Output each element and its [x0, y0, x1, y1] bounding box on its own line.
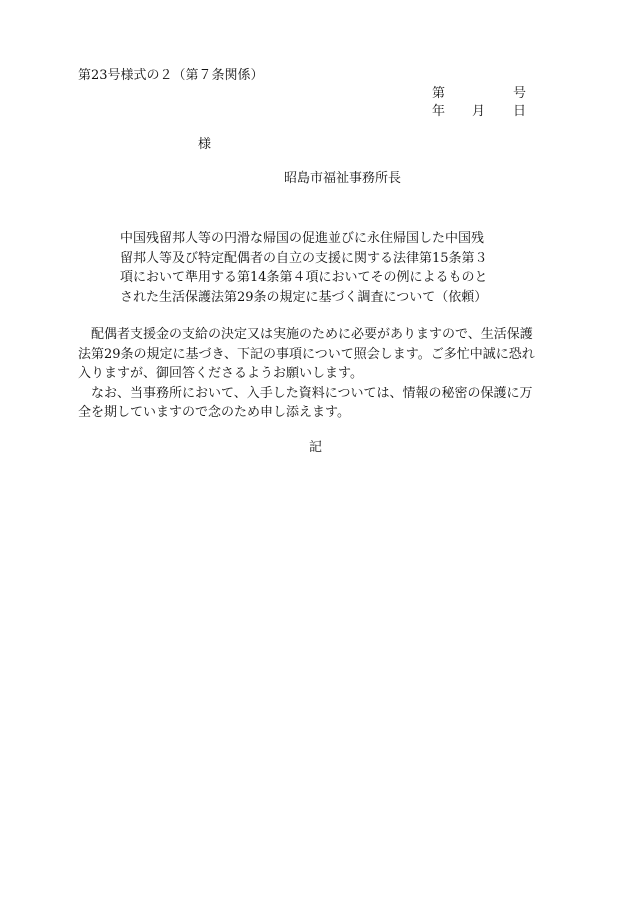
body-paragraphs	[78, 325, 558, 423]
document-number-prefix: 第	[432, 86, 446, 101]
document-number-suffix: 号	[513, 86, 527, 101]
date-day-label: 日	[513, 104, 527, 119]
body-line: 法第29条の規定に基づき、下記の事項について照会します。ご多忙中誠に恐れ	[78, 346, 535, 362]
ki-heading: 記	[309, 440, 323, 455]
subject-block	[120, 229, 520, 307]
body-line: なお、当事務所において、入手した資料については、情報の秘密の保護に万	[78, 385, 533, 401]
subject-line: 項において準用する第14条第４項においてその例によるものと	[120, 270, 488, 285]
subject-line: 中国残留邦人等の円滑な帰国の促進並びに永住帰国した中国残	[120, 231, 485, 246]
date-year-label: 年	[432, 104, 446, 119]
body-line: 全を期していますので念のため申し添えます。	[78, 405, 350, 420]
body-line: 配偶者支援金の支給の決定又は実施のために必要がありますので、生活保護	[78, 327, 533, 342]
addressee-honorific: 様	[198, 137, 212, 152]
body-line: 入りますが、御回答くださるようお願いします。	[78, 366, 363, 381]
form-number: 第23号様式の２（第７条関係）	[78, 68, 264, 83]
subject-line: 留邦人等及び特定配偶者の自立の支援に関する法律第15条第３	[120, 250, 488, 266]
date-month-label: 月	[472, 104, 486, 119]
sender-name: 昭島市福祉事務所長	[284, 171, 402, 186]
subject-line: された生活保護法第29条の規定に基づく調査について（依頼）	[120, 289, 488, 305]
